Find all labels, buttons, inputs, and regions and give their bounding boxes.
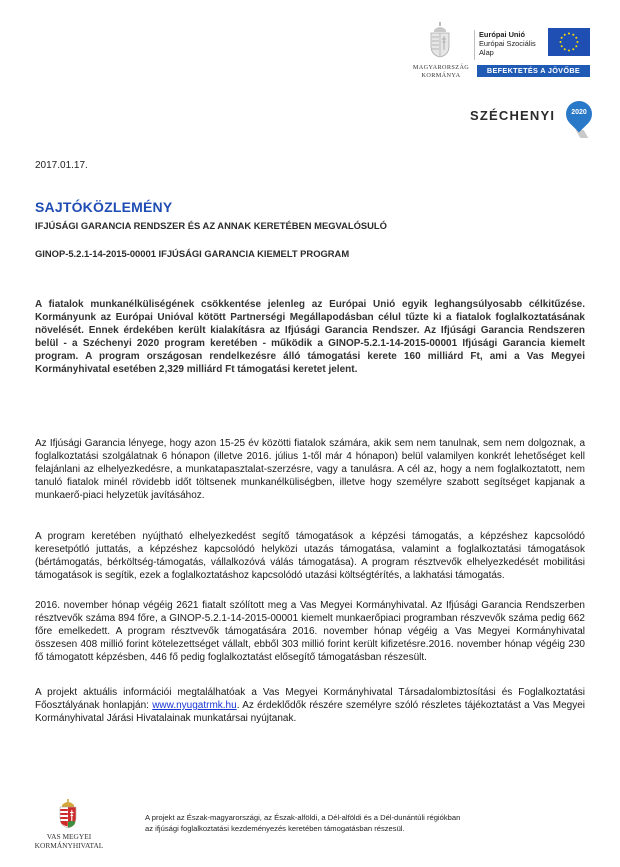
logo-divider xyxy=(474,30,475,60)
szechenyi-year: 2020 xyxy=(571,109,587,116)
hungarian-coat-of-arms-icon xyxy=(425,22,455,58)
website-link[interactable]: www.nyugatrmk.hu xyxy=(152,700,237,711)
szechenyi-2020-label: SZÉCHENYI xyxy=(470,108,556,123)
contact-text-after: . Az érdeklődők részére személyre szóló részletes tájékoztatást a Vas Megyei Kormányhivatal Járási Hivatalainak munkatársai nyújtanak. xyxy=(35,700,586,724)
document-date: 2017.01.17. xyxy=(35,160,88,171)
contact-text-before: A projekt aktuális információi megtalálhatóak a Vas Megyei Kormányhivatal Társadalombiztosítási és Foglalkoztatási Főosztályának honlapján: xyxy=(35,687,585,711)
footer-note-line-1: A projekt az Észak-magyarországi, az Észak-alföldi, a Dél-alföldi és a Dél-dunántúli régiókban xyxy=(145,813,461,822)
paragraph-support-types: A program keretében nyújtható elhelyezkedést segítő támogatások a képzési támogatás, a képzéshez kapcsolódó keresetpótló juttatás, a képzéshez kapcsolódó helyközi utazás támogatása, valamint a foglalkoztatási támogatások (bértámogatás, bérköltség-támogatás, vállalkozóvá válás támogatása). A program résztvevők elhelyezkedését mobilitási támogatások is segítik, ezek a foglalkoztatáshoz kapcsolódó utazási költségtérítés, a lakhatási támogatás. xyxy=(35,531,585,581)
vas-logo-line-1: VAS MEGYEI xyxy=(46,832,92,841)
vas-county-logo-text xyxy=(28,832,110,850)
logo-line-1: MAGYARORSZÁG xyxy=(412,64,470,71)
vas-county-coat-of-arms-icon xyxy=(57,799,79,829)
eu-label-line-3: Alap xyxy=(479,48,494,57)
eu-fund-label xyxy=(479,30,536,57)
vas-logo-line-2: KORMÁNYHIVATAL xyxy=(34,841,104,850)
subtitle-line-2: GINOP-5.2.1-14-2015-00001 IFJÚSÁGI GARANCIA KIEMELT PROGRAM xyxy=(35,248,350,259)
subtitle-line-1: IFJÚSÁGI GARANCIA RENDSZER ÉS AZ ANNAK KERETÉBEN MEGVALÓSULÓ xyxy=(35,220,387,231)
hungarian-government-logo-text xyxy=(405,64,477,79)
invest-in-future-banner: BEFEKTETÉS A JÖVŐBE xyxy=(477,65,590,77)
page-title: SAJTÓKÖZLEMÉNY xyxy=(35,199,173,215)
footer-note xyxy=(145,812,460,834)
paragraph-youth-guarantee: Az Ifjúsági Garancia lényege, hogy azon 15-25 év közötti fiatalok számára, akik sem nem tanulnak, sem nem dolgoznak, a foglalkoztatási szolgálatnak 6 hónapon (illetve 2016. július 1-től már 4 hónapon) belül valamilyen konkrét lehetőséget kell felajánlani az elhelyezkedésre, a munkatapasztalat-szerzésre, vagy a tanulásra. A cél az, hogy a nem foglalkoztatott, nem tanuló fiatalok minél rövidebb időt töltsenek munkanélküliségben, illetve hogy személyre szabott segítséget kapjanak a munkaerő-piaci helyzetük javításához. xyxy=(35,438,585,501)
eu-label-line-2: Európai Szociális xyxy=(479,39,536,48)
footer-note-line-2: az ifjúsági foglalkoztatási kezdeményezés keretében támogatásban részesül. xyxy=(145,824,405,833)
paragraph-contact-info xyxy=(35,686,585,725)
logo-line-2: KORMÁNYA xyxy=(421,71,461,79)
eu-label-line-1: Európai Unió xyxy=(479,30,525,39)
paragraph-statistics: 2016. november hónap végéig 2621 fiatalt szólított meg a Vas Megyei Kormányhivatal. Az Ifjúsági Garancia Rendszerben résztvevők száma 894 főre, a GINOP-5.2.1-14-2015-00001 kiemelt munkaerőpiaci programban részvevők száma pedig 662 főre emelkedett. A program résztvevők támogatására 2016. november hónap végéig a Vas Megyei Kormányhivatal összesen 408 millió forint kötelezettséget vállalt, ebből 303 millió forint került kifizetésre.2016. november hónap végéig 230 fő támogatott képzésben, 446 fő pedig foglalkoztatást elősegítő támogatásban részesült. xyxy=(35,600,585,663)
eu-flag-icon xyxy=(548,28,590,56)
intro-paragraph: A fiatalok munkanélküliségének csökkentése jelenleg az Európai Unió egyik leghangsúlyosabb célkitűzése. Kormányunk az Európai Unióval kötött Partnerségi Megállapodásban célul tűzte ki a fiatalok foglalkoztatásának növelését. Ennek érdekében került kialakításra az Ifjúsági Garancia Rendszer. Az Ifjúsági Garancia Rendszeren belül - a Széchenyi 2020 program keretében - működik a GINOP-5.2.1-14-2015-00001 Ifjúsági Garancia kiemelt program. A program országosan rendelkezésre álló támogatási kerete 160 milliárd Ft, ami a Vas Megyei Kormányhivatal esetében 2,329 milliárd Ft támogatási keretet jelent. xyxy=(35,299,585,375)
